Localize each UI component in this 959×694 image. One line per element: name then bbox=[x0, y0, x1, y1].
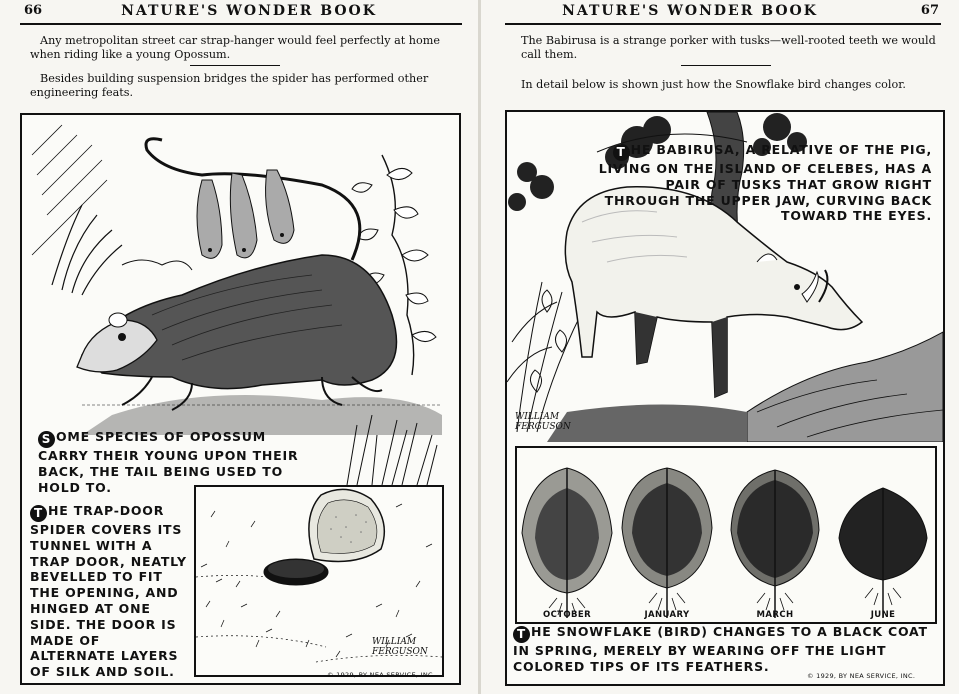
left-copyright: © 1929, BY NEA SERVICE, INC. bbox=[327, 671, 436, 679]
babirusa-caption: The Babirusa is a strange porker with tusks—well-rooted teeth we would call them. bbox=[521, 34, 936, 61]
feather-label-march: MARCH bbox=[756, 610, 794, 620]
right-page-number: 67 bbox=[920, 3, 939, 18]
opossum-body-text: OME SPECIES OF OPOSSUM CARRY THEIR YOUNG UPON THEIR BACK, THE TAIL BEING USED TO HOLD TO. bbox=[38, 429, 299, 495]
spider-caption: Besides building suspension bridges the spider has performed other engineering feats. bbox=[30, 72, 429, 99]
grass-tuft-illustration bbox=[337, 415, 447, 485]
snowflake-caption: In detail below is shown just how the Snowflake bird changes color. bbox=[521, 78, 906, 91]
left-running-head: NATURE'S WONDER BOOK bbox=[121, 3, 377, 19]
left-page-number: 66 bbox=[24, 3, 43, 18]
babirusa-body-text: HE BABIRUSA, A RELATIVE OF THE PIG, LIVING ON THE ISLAND OF CELEBES, HAS A PAIR OF TUSKS THAT GROW RIGHT THROUGH THE UPPER JAW, CURVING BACK TOWARD THE EYES. bbox=[598, 142, 932, 224]
opossum-illustration bbox=[22, 115, 459, 435]
feather-label-june: JUNE bbox=[870, 610, 896, 620]
babirusa-drop-cap: T bbox=[613, 144, 630, 161]
feather-label-january: JANUARY bbox=[644, 610, 690, 620]
right-page bbox=[481, 0, 959, 694]
feathers-illustration bbox=[517, 448, 935, 622]
right-signature: WILLIAM FERGUSON bbox=[515, 412, 571, 432]
trap-door-inset bbox=[194, 485, 444, 677]
left-header-rule bbox=[20, 23, 462, 25]
feather-inset bbox=[515, 446, 937, 624]
left-page bbox=[0, 0, 478, 694]
feather-label-october: OCTOBER bbox=[542, 610, 592, 620]
babirusa-caption-text bbox=[587, 142, 932, 224]
right-caption-divider bbox=[681, 65, 771, 66]
snowflake-drop-cap: T bbox=[513, 626, 530, 643]
left-illustration-panel bbox=[20, 113, 461, 685]
right-page-header bbox=[481, 3, 959, 23]
spider-drop-cap: T bbox=[30, 505, 47, 522]
snowflake-caption-text bbox=[513, 624, 933, 675]
right-copyright: © 1929, BY NEA SERVICE, INC. bbox=[807, 672, 916, 680]
right-running-head: NATURE'S WONDER BOOK bbox=[562, 3, 818, 19]
opossum-caption: Any metropolitan street car strap-hanger would feel perfectly at home when riding like a young Opossum. bbox=[30, 34, 440, 61]
right-header-rule bbox=[505, 23, 941, 25]
right-illustration-panel bbox=[505, 110, 945, 686]
spider-caption-text bbox=[30, 503, 190, 680]
snowflake-body-text: HE SNOWFLAKE (BIRD) CHANGES TO A BLACK COAT IN SPRING, MERELY BY WEARING OFF THE LIGHT COLORED TIPS OF ITS FEATHERS. bbox=[513, 624, 928, 674]
left-page-header bbox=[0, 3, 478, 23]
spider-body-text: HE TRAP-DOOR SPIDER COVERS ITS TUNNEL WITH A TRAP DOOR, NEATLY BEVELLED TO FIT THE OPENING, AND HINGED AT ONE SIDE. THE DOOR IS MADE OF ALTERNATE LAYERS OF SILK AND SOIL. bbox=[30, 503, 187, 680]
opossum-drop-cap: S bbox=[38, 431, 55, 448]
caption-divider bbox=[190, 65, 280, 66]
left-signature: WILLIAM FERGUSON bbox=[372, 637, 428, 657]
